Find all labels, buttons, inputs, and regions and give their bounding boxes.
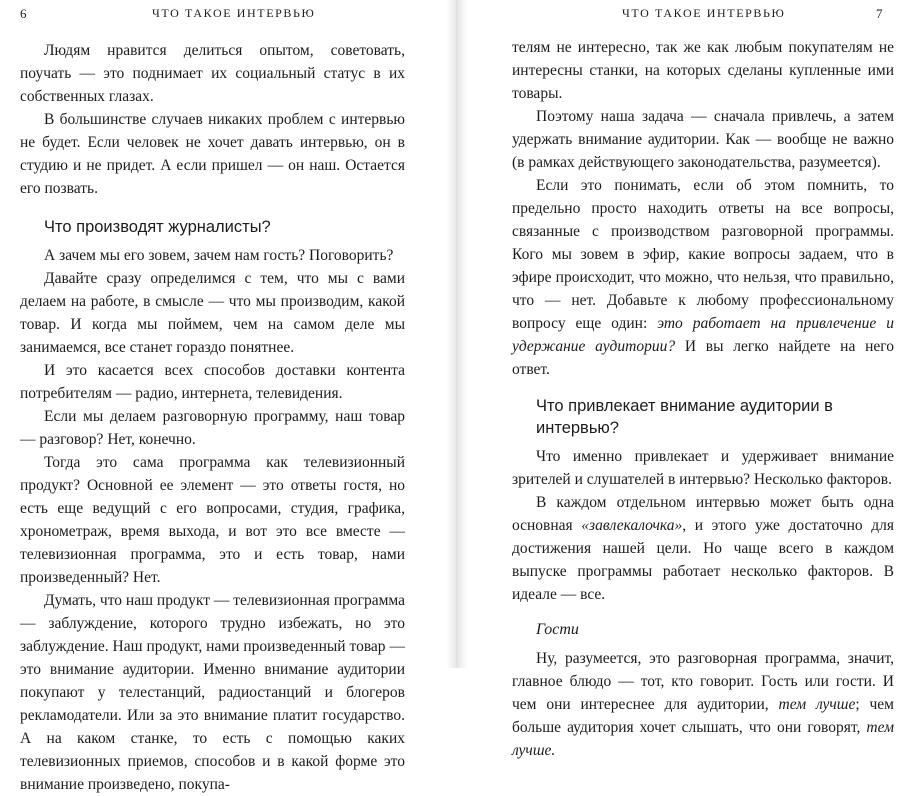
paragraph: Давайте сразу определимся с тем, что мы с вами делаем на работе, в смысле — что мы производим, какой товар. И когда мы поймем, чем на самом деле мы занимаемся, все станет гораздо понятнее. <box>20 270 405 356</box>
emphasis-text: «завлекалочка» <box>581 517 683 534</box>
paragraph: В большинстве случаев никаких проблем с интервью не будет. Если человек не хочет давать интервью, он в студию и не придет. А если пришел — он наш. Остается его позвать. <box>20 111 405 197</box>
paragraph: И это касается всех способов доставки контента потребителям — радио, интернета, телевидения. <box>20 362 405 402</box>
paragraph: Людям нравится делиться опытом, советовать, поучать — это поднимает их социальный статус в их собственных глазах. <box>20 42 405 105</box>
paragraph <box>512 647 894 762</box>
subsection-heading: Гости <box>536 621 579 638</box>
text-column <box>512 36 894 762</box>
text-run: , и этого уже достаточно для достижения нашей цели. Но чаще всего в каждом выпуске программы работает несколько факторов. В идеале — все. <box>512 517 894 603</box>
paragraph: Тогда это сама программа как телевизионный продукт? Основной ее элемент — это ответы гостя, но есть еще ведущий с его вопросами, студия, графика, хронометраж, время выхода, и вот это все вместе — телевизионная программа, это и есть товар, нами произведенный? Нет. <box>20 454 405 586</box>
page-number: 6 <box>20 6 27 21</box>
paragraph: Если мы делаем разговорную программу, наш товар — разговор? Нет, конечно. <box>20 408 405 448</box>
running-head: ЧТО ТАКОЕ ИНТЕРВЬЮ <box>622 6 786 20</box>
running-head: ЧТО ТАКОЕ ИНТЕРВЬЮ <box>152 6 316 20</box>
paragraph: Думать, что наш продукт — телевизионная программа — заблуждение, которого трудно избежать, но это заблуждение. Наш продукт, нами произведенный товар — это внимание аудитории. Именно внимание аудитории покупают у телестанций, радиостанций и блогеров рекламодатели. Или за это внимание платит государство. А на каком станке, то есть с помощью каких телевизионных приемов, способов и в какой форме это внимание произведено, покупа- <box>20 592 405 793</box>
paragraph: Поэтому наша задача — сначала привлечь, а затем удержать внимание аудитории. Как — вообще не важно (в рамках действующего законодательства, разумеется). <box>512 108 894 171</box>
emphasis-text: тем лучше <box>778 696 856 713</box>
paragraph: телям не интересно, так же как любым покупателям не интересны станки, на которых сделаны купленные ими товары. <box>512 39 894 102</box>
page-number: 7 <box>876 6 883 21</box>
text-column <box>20 39 405 796</box>
section-heading: Что производят журналисты? <box>44 218 271 236</box>
emphasis-text: это работает на привлечение и удержание аудитории? <box>512 315 894 355</box>
left-page <box>0 0 446 793</box>
text-run: В каждом отдельном интервью может быть одна основная <box>512 494 894 534</box>
text-run: Ну, разумеется, это разговорная программа, значит, главное блюдо — тот, кто говорит. Гость или гости. И чем они интереснее для аудитории, <box>512 650 894 713</box>
text-run: Если это понимать, если об этом помнить, то предельно просто находить ответы на все вопросы, связанные с производством разговорной программы. Кого мы зовем в эфир, какие вопросы задаем, что в эфире происходит, что можно, что нельзя, что правильно, что — нет. Добавьте к любому профессиональному вопросу еще один: <box>512 177 894 332</box>
right-page <box>468 0 900 759</box>
paragraph <box>512 174 894 381</box>
book-gutter <box>446 0 468 668</box>
paragraph: А зачем мы его зовем, зачем нам гость? Поговорить? <box>44 247 394 264</box>
paragraph: Что именно привлекает и удерживает внимание зрителей и слушателей в интервью? Несколько факторов. <box>512 448 894 488</box>
text-run: ; чем больше аудитория хочет слышать, что они говорят, <box>512 696 894 736</box>
paragraph <box>512 491 894 606</box>
section-heading: Что привлекает внимание аудитории в интервью? <box>536 397 833 437</box>
text-run: И вы легко найдете на него ответ. <box>512 338 894 378</box>
emphasis-text: тем лучше. <box>512 719 894 759</box>
